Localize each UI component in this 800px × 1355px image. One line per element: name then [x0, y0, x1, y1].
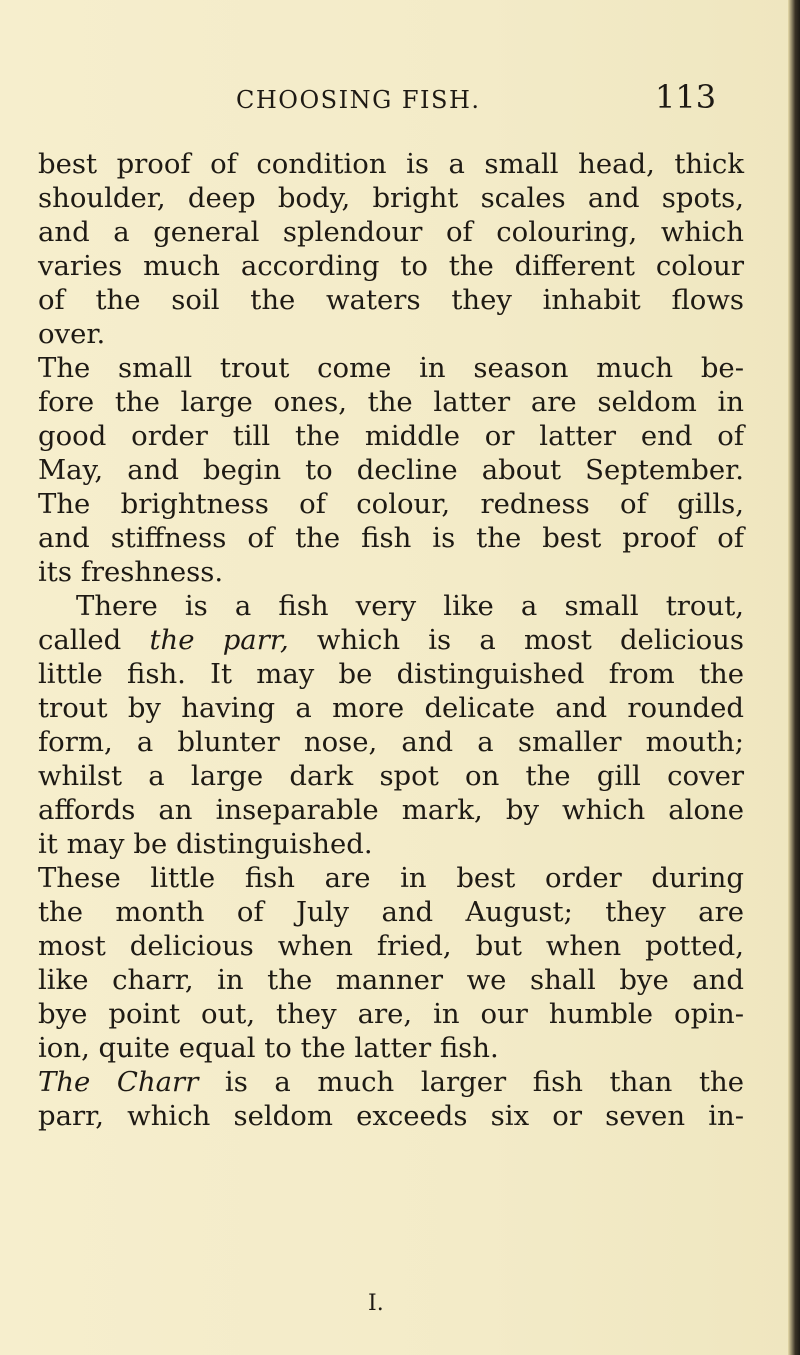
signature-mark: I. [368, 1291, 384, 1316]
text-line: whilst a large dark spot on the gill cover [38, 760, 744, 792]
text-line: its freshness. [38, 556, 224, 588]
text-line: and a general splendour of colouring, which [38, 216, 744, 248]
italic-the-charr: The Charr [38, 1066, 199, 1098]
page-header [0, 78, 790, 118]
running-head: CHOOSING FISH. [236, 86, 481, 114]
text-line: best proof of condition is a small head, thick [38, 148, 744, 180]
text-line: May, and begin to decline about September. [38, 454, 744, 486]
text-line: affords an inseparable mark, by which alone [38, 794, 744, 826]
text-line: and stiffness of the fish is the best proof of [38, 522, 744, 554]
text-line: varies much according to the different colour [38, 250, 744, 282]
text-line: it may be distinguished. [38, 828, 373, 860]
italic-parr: the parr, [149, 624, 289, 656]
text-line: shoulder, deep body, bright scales and spots, [38, 182, 744, 214]
paragraph-start-line: The brightness of colour, redness of gills, [38, 488, 744, 520]
paragraph-start-line: The small trout come in season much be- [38, 352, 744, 384]
text-line: most delicious when fried, but when potted, [38, 930, 744, 962]
text-line: ion, quite equal to the latter fish. [38, 1032, 499, 1064]
text-line: little fish. It may be distinguished from the [38, 658, 744, 690]
text-line: good order till the middle or latter end of [38, 420, 744, 452]
text-line: fore the large ones, the latter are seldom in [38, 386, 744, 418]
body-text [38, 147, 744, 1133]
text-line: bye point out, they are, in our humble opin- [38, 998, 744, 1030]
text-line: called the parr, which is a most delicious [38, 624, 744, 656]
text-line: of the soil the waters they inhabit flows [38, 284, 744, 316]
text-line: parr, which seldom exceeds six or seven in- [38, 1100, 744, 1132]
paragraph-start-line: These little fish are in best order during [38, 862, 744, 894]
text-line: form, a blunter nose, and a smaller mouth; [38, 726, 744, 758]
text-line: the month of July and August; they are [38, 896, 744, 928]
page-edge-shadow [788, 0, 800, 1355]
text-line: like charr, in the manner we shall bye and [38, 964, 744, 996]
paragraph-start-line: There is a fish very like a small trout, [76, 590, 744, 622]
text-line: trout by having a more delicate and rounded [38, 692, 744, 724]
text-line: over. [38, 318, 106, 350]
paragraph-start-line: The Charr is a much larger fish than the [38, 1066, 744, 1098]
page-number: 113 [655, 78, 717, 116]
